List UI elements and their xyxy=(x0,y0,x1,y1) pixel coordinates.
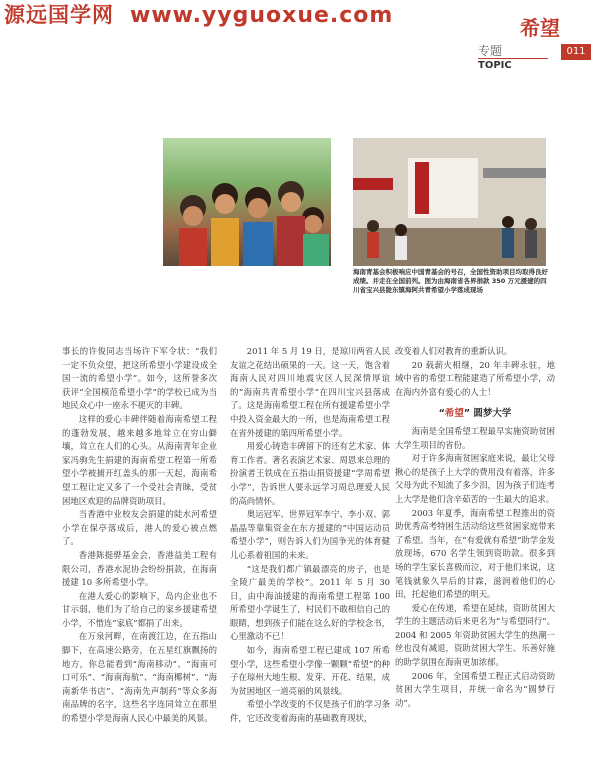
paragraph: 海南是全国希望工程最早实施资助贫困大学生项目的省份。 xyxy=(395,425,555,450)
topic-label-en: TOPIC xyxy=(478,60,512,71)
paragraph: 希望小学改变的不仅是孩子们的学习条件，它还改变着海南的基础教育现状， xyxy=(230,699,390,724)
paragraph: 用爱心铸造丰碑留下的还有艺术家、体育工作者。著名表演艺术家、周恩来总理的扮演者王铁成在五指山捐资援建“学周希望小学”，告诉世人要永远学习周总理爱人民的高尚情怀。 xyxy=(230,441,390,506)
children-photo-art xyxy=(163,138,331,266)
paragraph: 香港陈挺骅基金会，香港益美工程有限公司，香港水泥协会纷纷捐款，在海南援建 10 多所希望小学。 xyxy=(62,549,217,588)
paragraph: 2011 年 5 月 19 日，是琼川两省人民友谊之花结出硕果的一天。这一天，饱含着海南人民对四川地震灾区人民深情厚谊的“海南共青希望小学”在四川宝兴县落成了。这是海南希望工程在所有援建希望小学中投入资金最大的一所，也是海南希望工程在省外援建的第四所希望小学。 xyxy=(230,346,390,438)
paragraph: 当香港中业校友会捐建的陡水河希望小学在保亭落成后，港人的爱心被点燃了。 xyxy=(62,509,217,547)
article-column-3 xyxy=(395,345,555,710)
paragraph: “这是我们都广镇最漂亮的房子，也是全陵广最美的学校”。2011 年 5 月 30 日，由中海油援建的海南希望工程第 100 所希望小学诞生了，村民们不敢相信自己的眼睛，想到孩子们能在这么好的学校念书，心里激动不已！ xyxy=(230,563,390,642)
section-heading-rest: 圆梦大学 xyxy=(470,408,512,420)
children-photo xyxy=(163,138,331,266)
section-heading xyxy=(395,407,555,421)
paragraph: 在港人爱心的影响下，岛内企业也不甘示弱，他们为了给自己的家乡援建希望小学，不惜连“家底”都捐了出来。 xyxy=(62,590,217,628)
photo-caption: 海南青基会积极响应中国青基会的号召，全国性资助项目均取得良好成绩。并走在全国前列。图为由海南省各界捐款 350 万元援建的四川省宝兴县陇东镇海阿共青希望小学落成现场 xyxy=(353,268,548,294)
paragraph: 爱心在传递，希望在延续，资助贫困大学生的主题活动后来更名为“与希望同行”。2004 和 2005 年资助贫困大学生的热潮一丝也没有减退，资助贫困大学生、乐善好施的助学氛围在海南更加浓郁。 xyxy=(395,602,555,668)
paragraph: 20 载薪火相继，20 年丰碑永驻，地域中省的希望工程能建造了所希望小学，动在海内外富有爱心的人士！ xyxy=(395,359,555,397)
paragraph: 事长的许俊同志当场许下军令状：“我们一定不负众望，把这所希望小学建设成全国一流的希望小学”。如今，这所誉多次获评“全国模范希望小学”的学校已成为当地民众心中一座永不褪灭的丰碑。 xyxy=(62,346,217,411)
topic-label-cn: 专题 xyxy=(478,44,503,58)
paragraph: 如今，海南希望工程已建成 107 所希望小学，这些希望小学像一颗颗“希望”的种子在琼州大地生根、发芽、开花、结果，成为贫困地区一道亮丽的风景线。 xyxy=(230,645,390,696)
watermark-brand: 源远国学网 xyxy=(4,3,114,27)
article-column-1 xyxy=(62,345,217,726)
paragraph: 2003 年夏季，海南希望工程推出的资助优秀高考特困生活动给这些贫困家庭带来了希望。当年，在“有爱就有希望”助学金发放现场，670 名学生领到资助款。很多到场的学生家长喜极而泣，对于他们来说，这笔钱就象久旱后的甘霖，滋润着他们的心田，托起他们希望的明天。 xyxy=(395,507,555,600)
paragraph: 对于许多海南贫困家庭来说，最让父母揪心的是孩子上大学的费用没有着落，许多父母为此不知流了多少泪，因为孩子们连考上大学是他们含辛茹苦的一生最大的追求。 xyxy=(395,453,555,504)
watermark-url: www.yyguoxue.com xyxy=(130,3,394,28)
article-column-2 xyxy=(230,345,390,726)
paragraph: 这样的爱心丰碑伴随着海南希望工程的蓬勃发展，越来越多地耸立在穷山僻壤，耸立在人们的心头。从海南青年企业家冯驹先生捐建的海南希望工程第一所希望小学被捕开红盖头的那一天起，海南希望工程让定又多了一个受社会青睐，受贫困地区欢迎的品牌资助项目。 xyxy=(62,413,217,506)
site-watermark xyxy=(0,0,600,30)
magazine-logo: 希望 xyxy=(520,16,560,40)
section-quote-close: ” xyxy=(463,408,471,420)
paragraph: 奥运冠军、世界冠军李宁、李小双、郭晶晶等靠集资金在东方援建的“中国运动员希望小学”，则告诉人们为国争光的体育健儿心系着祖国的未来。 xyxy=(230,509,390,560)
section-quote-open: “ xyxy=(438,408,445,420)
section-heading-highlight: 希望 xyxy=(444,408,464,420)
topic-divider xyxy=(478,58,548,59)
ceremony-photo xyxy=(353,138,546,266)
paragraph: 在万泉河畔，在南渡江边，在五指山脚下，在高速公路旁，在五星红旗飘扬的地方，你总能看到“海南移动”、“海南可口可乐”、“海南海航”、“海南椰树”、“海南新华书店”、“海南先声制药”等众多海南品牌的名字，这些名字连同耸立在那里的希望小学是海南人民心中最美的风景。 xyxy=(62,631,217,724)
paragraph: 改变着人们对教育的重新认识。 xyxy=(395,346,513,356)
page-number: 011 xyxy=(561,44,591,60)
ceremony-photo-art xyxy=(353,138,546,266)
paragraph: 2006 年，全国希望工程正式启动资助贫困大学生项目，并统一命名为“圆梦行动”。 xyxy=(395,670,555,708)
